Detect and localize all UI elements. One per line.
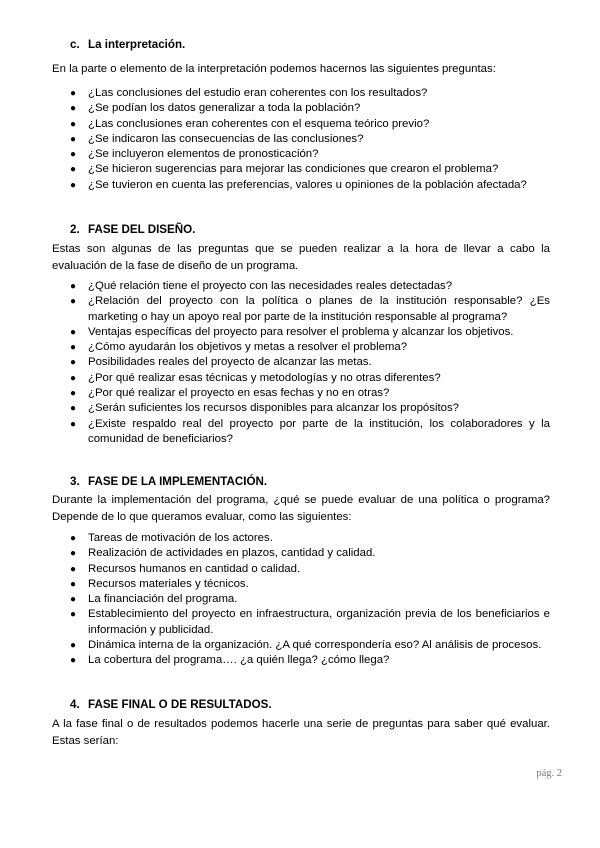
bullet-icon: ● (70, 103, 77, 115)
list-item-text: ¿Qué relación tiene el proyecto con las necesidades reales detectadas? (88, 280, 453, 292)
list-item-text: Establecimiento del proyecto en infraestructura, organización previa de los beneficiarios e información y publicidad. (88, 608, 550, 636)
list-item-text: Posibilidades reales del proyecto de alcanzar las metas. (88, 356, 372, 369)
bullet-icon: ● (70, 281, 77, 292)
section-2-list (0, 279, 600, 447)
bullet-icon: ● (70, 372, 77, 384)
section-2-number: 2. (70, 223, 80, 236)
section-3-list (0, 531, 600, 669)
bullet-icon: ● (70, 342, 77, 354)
section-c-title: La interpretación. (88, 38, 186, 51)
list-item-text: ¿Se tuvieron en cuenta las preferencias, valores u opiniones de la población afectada? (88, 178, 527, 191)
list-item-text: ¿Cómo ayudarán los objetivos y metas a resolver el problema? (88, 341, 408, 354)
list-item (0, 294, 550, 325)
list-item-text: ¿Las conclusiones eran coherentes con el esquema teórico previo? (88, 117, 430, 130)
list-item-text: Realización de actividades en plazos, cantidad y calidad. (88, 547, 376, 560)
bullet-icon: ● (70, 548, 77, 560)
list-item-text: ¿Las conclusiones del estudio eran coherentes con los resultados? (88, 87, 428, 99)
bullet-icon: ● (70, 357, 77, 369)
list-item (0, 101, 550, 116)
bullet-icon: ● (70, 149, 77, 161)
bullet-icon: ● (70, 655, 77, 667)
bullet-icon: ● (70, 563, 77, 575)
bullet-icon: ● (70, 609, 77, 621)
bullet-icon: ● (70, 133, 77, 145)
section-4-intro: A la fase final o de resultados podemos hacerle una serie de preguntas para saber qué evaluar. Estas serían: (52, 718, 550, 747)
list-item-text: ¿Existe respaldo real del proyecto por parte de la institución, los colaboradores y la comunidad de beneficiarios? (88, 417, 550, 445)
list-item-text: ¿Se hicieron sugerencias para mejorar las condiciones que crearon el problema? (88, 163, 499, 176)
section-2-heading (70, 223, 195, 236)
section-4-title: FASE FINAL O DE RESULTADOS. (88, 698, 272, 711)
list-item (0, 638, 550, 653)
section-3-heading (70, 475, 267, 488)
bullet-icon: ● (70, 179, 77, 191)
list-item (0, 178, 550, 193)
list-item (0, 325, 550, 340)
list-item-text: Tareas de motivación de los actores. (88, 532, 273, 544)
list-item-text: ¿Serán suficientes los recursos disponibles para alcanzar los propósitos? (88, 402, 460, 415)
list-item-text: ¿Por qué realizar el proyecto en esas fechas y no en otras? (88, 387, 390, 400)
bullet-icon: ● (70, 388, 77, 400)
list-item-text: Recursos humanos en cantidad o calidad. (88, 562, 301, 575)
list-item-text: ¿Relación del proyecto con la política o planes de la institución responsable? ¿Es marketing o hay un apoyo real por parte de la institución responsable al programa? (88, 295, 550, 323)
list-item (0, 577, 550, 592)
section-c-number: c. (70, 38, 80, 51)
list-item (0, 531, 550, 546)
bullet-icon: ● (70, 326, 77, 338)
list-item-text: ¿Se podían los datos generalizar a toda la población? (88, 102, 361, 115)
list-item (0, 401, 550, 416)
section-c-intro: En la parte o elemento de la interpretación podemos hacernos las siguientes preguntas: (52, 63, 496, 75)
list-item-text: ¿Se indicaron las consecuencias de las conclusiones? (88, 132, 364, 145)
list-item-text: ¿Por qué realizar esas técnicas y metodologías y no otras diferentes? (88, 371, 441, 384)
section-4-number: 4. (70, 698, 80, 711)
list-item (0, 592, 550, 607)
bullet-icon: ● (70, 594, 77, 606)
bullet-icon: ● (70, 88, 77, 99)
list-item (0, 86, 550, 101)
bullet-icon: ● (70, 533, 77, 544)
list-item (0, 117, 550, 132)
bullet-icon: ● (70, 296, 77, 308)
list-item-text: Ventajas específicas del proyecto para resolver el problema y alcanzar los objetivos. (88, 325, 514, 338)
list-item-text: La financiación del programa. (88, 593, 238, 606)
list-item (0, 386, 550, 401)
list-item (0, 355, 550, 370)
list-item (0, 371, 550, 386)
list-item (0, 562, 550, 577)
list-item-text: Dinámica interna de la organización. ¿A qué correspondería eso? Al análisis de procesos. (88, 639, 542, 652)
bullet-icon: ● (70, 164, 77, 176)
bullet-icon: ● (70, 403, 77, 415)
section-3-intro: Durante la implementación del programa, ¿qué se puede evaluar de una política o programa? Depende de lo que queramos evaluar, como las siguientes: (52, 494, 550, 523)
list-item (0, 546, 550, 561)
section-c-list (0, 86, 600, 193)
bullet-icon: ● (70, 118, 77, 130)
list-item (0, 279, 550, 294)
list-item (0, 132, 550, 147)
list-item (0, 417, 550, 448)
section-3-title: FASE DE LA IMPLEMENTACIÓN. (88, 475, 268, 488)
section-2-intro: Estas son algunas de las preguntas que se pueden realizar a la hora de llevar a cabo la evaluación de la fase de diseño de un programa. (52, 243, 550, 272)
section-2-title: FASE DEL DISEÑO. (88, 223, 196, 236)
list-item-text: ¿Se incluyeron elementos de pronosticación? (88, 148, 319, 161)
list-item-text: La cobertura del programa…. ¿a quién llega? ¿cómo llega? (88, 654, 390, 667)
bullet-icon: ● (70, 418, 77, 430)
list-item (0, 147, 550, 162)
section-c-heading (70, 38, 185, 51)
list-item-text: Recursos materiales y técnicos. (88, 577, 249, 590)
list-item (0, 653, 550, 668)
list-item (0, 162, 550, 177)
list-item (0, 340, 550, 355)
page-number: pág. 2 (536, 768, 562, 779)
list-item (0, 607, 550, 638)
section-3-number: 3. (70, 475, 80, 488)
bullet-icon: ● (70, 578, 77, 590)
bullet-icon: ● (70, 640, 77, 652)
section-4-heading (70, 698, 272, 711)
